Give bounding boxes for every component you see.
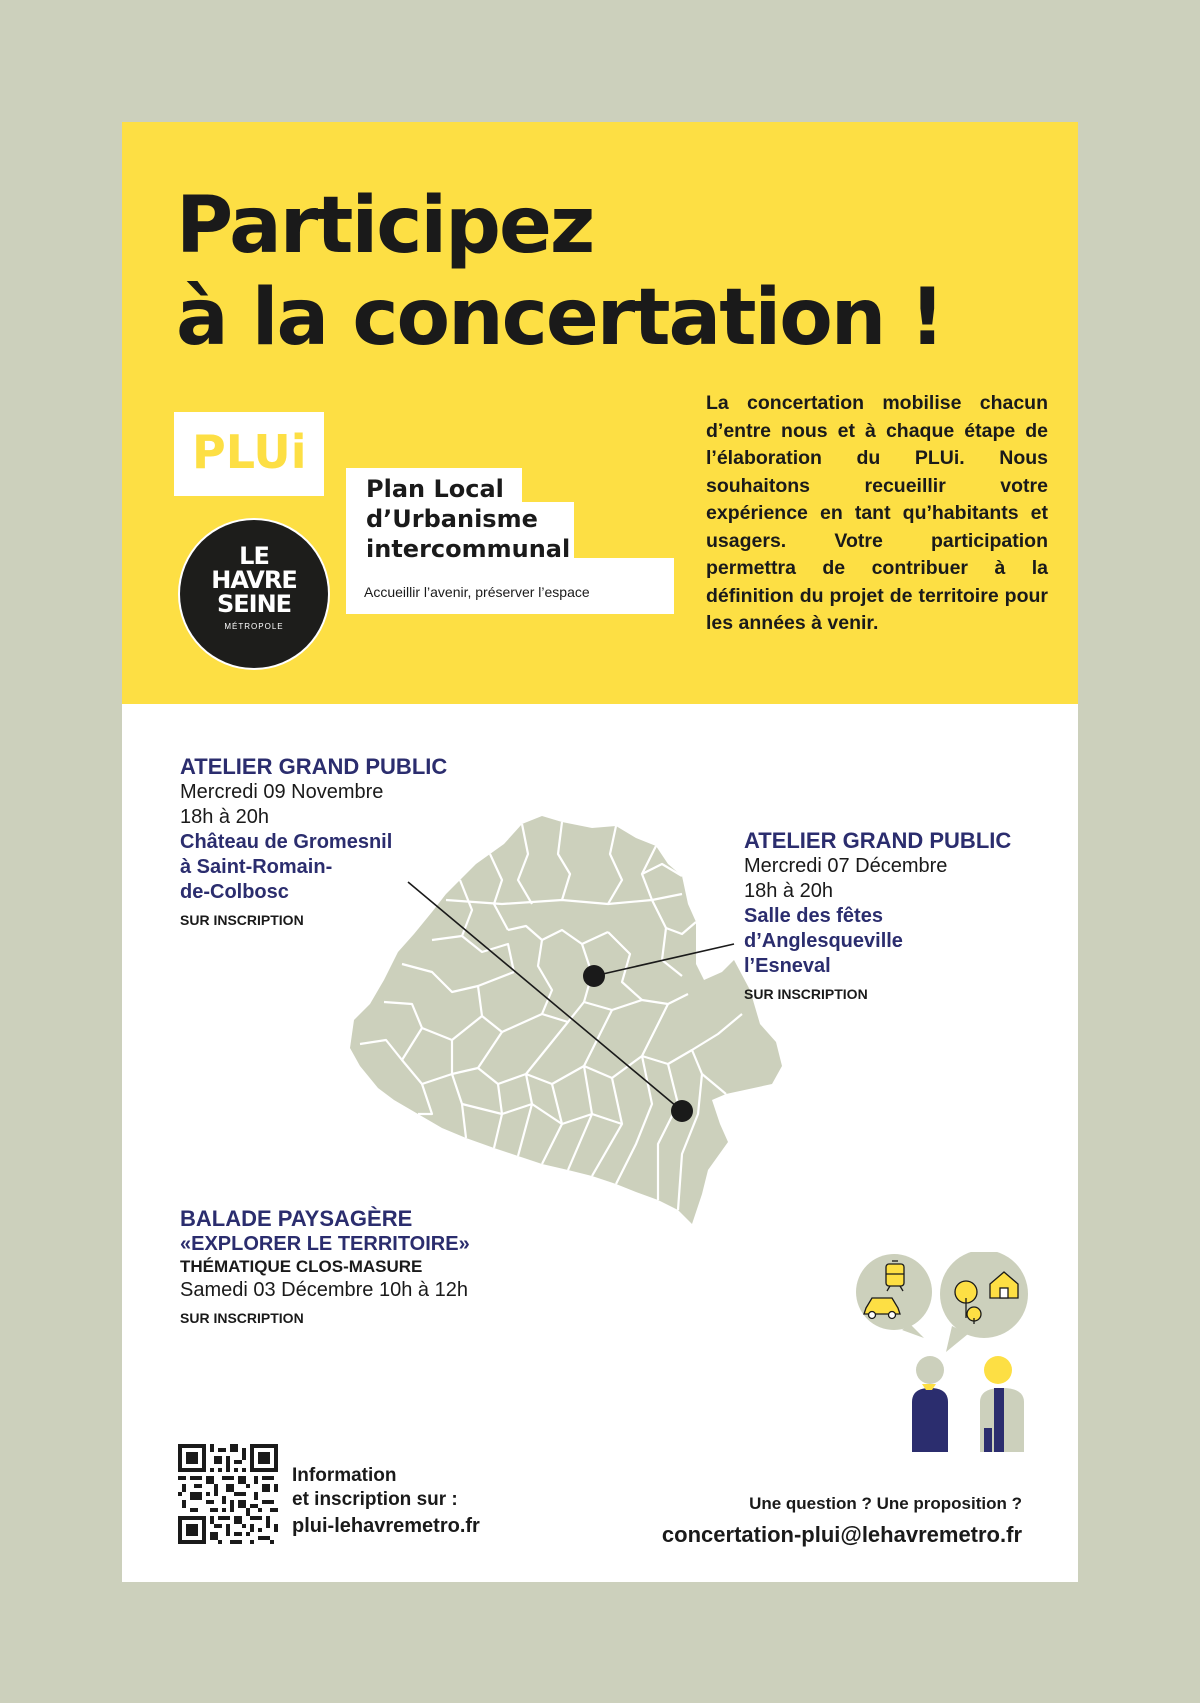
plan-title [366,474,570,564]
event-3-theme: THÉMATIQUE CLOS-MASURE [180,1257,423,1276]
plui-badge: PLUi [192,425,307,479]
event-1-place-3: de-Colbosc [180,881,289,903]
event-2-time: 18h à 20h [744,880,833,902]
event-2-registration: SUR INSCRIPTION [744,986,868,1002]
qr-code-icon [178,1444,278,1544]
intro-paragraph: La concertation mobilise chacun d’entre nous et à chaque étape de l’élaboration du PLUi. Nous souhaitons recueillir votre expérience en tant qu’habitants et usagers. Votre participation permettra de contribuer à la définition du projet de territoire pour les années à venir. [706,392,1048,634]
event-1-place-1: Château de Gromesnil [180,831,393,853]
location-marker-saint-romain [671,1100,693,1122]
tram-icon [886,1261,904,1291]
event-atelier-2 [744,828,1011,1005]
event-atelier-1 [180,754,447,931]
people-icon [912,1356,1024,1452]
speech-bubble-right [940,1252,1028,1352]
info-block [292,1464,480,1538]
plan-tagline: Accueillir l’avenir, préserver l’espace [364,584,590,600]
event-1-time: 18h à 20h [180,806,269,828]
event-2-place-1: Salle des fêtes [744,905,883,927]
illustration [852,1252,1052,1452]
plan-title-line-3: intercommunal [366,535,571,563]
event-3-subtitle: «EXPLORER LE TERRITOIRE» [180,1233,470,1255]
headline-line-1: Participez [176,181,594,271]
logo-line-3: SEINE [216,590,292,618]
plan-title-line-2: d’Urbanisme [366,505,538,533]
event-1-date: Mercredi 09 Novembre [180,781,384,803]
event-2-title: ATELIER GRAND PUBLIC [744,828,1012,853]
logo-line-2: HAVRE [211,566,297,594]
event-2-place-3: l’Esneval [744,955,831,977]
plan-title-line-1: Plan Local [366,475,504,503]
headline-line-2: à la concertation ! [176,273,944,363]
event-1-registration: SUR INSCRIPTION [180,912,304,928]
page-title [176,180,943,364]
event-2-date: Mercredi 07 Décembre [744,855,948,877]
event-3-registration: SUR INSCRIPTION [180,1310,304,1326]
location-marker-anglesqueville [583,965,605,987]
header-section [122,122,1078,704]
question-prompt: Une question ? Une proposition ? [749,1494,1022,1513]
event-balade [180,1206,470,1329]
logo-subtitle: MÉTROPOLE [224,622,284,631]
event-2-place-2: d’Anglesqueville [744,930,903,952]
logo-wordmark [182,544,326,616]
contact-email-link[interactable]: concertation-plui@lehavremetro.fr [661,1522,1022,1547]
info-url-link[interactable]: plui-lehavremetro.fr [292,1515,480,1537]
event-3-datetime: Samedi 03 Décembre 10h à 12h [180,1279,468,1301]
event-3-title: BALADE PAYSAGÈRE [180,1206,413,1231]
event-1-title: ATELIER GRAND PUBLIC [180,754,448,779]
event-1-place-2: à Saint-Romain- [180,856,333,878]
logo-line-1: LE [239,542,269,570]
info-line-1: Information [292,1465,397,1486]
info-line-2: et inscription sur : [292,1489,458,1510]
poster [122,122,1078,1582]
